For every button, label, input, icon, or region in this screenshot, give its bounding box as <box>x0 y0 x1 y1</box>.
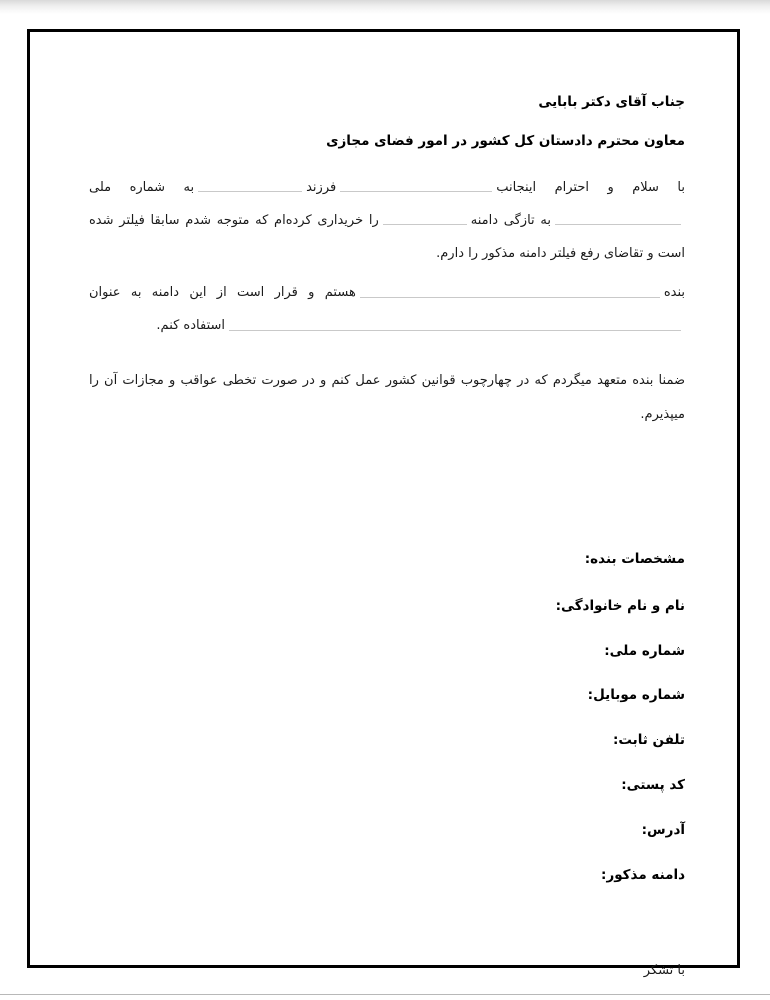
occupation-seg-self: بنده <box>663 284 685 300</box>
page-bottom-rule <box>0 994 770 995</box>
intro-seg-greeting: با سلام و احترام اینجانب <box>496 179 685 195</box>
blank-national-id[interactable] <box>555 215 681 225</box>
blank-father-name[interactable] <box>198 182 302 192</box>
intro-seg-domain-label: دامنه <box>470 212 499 228</box>
blank-full-name[interactable] <box>340 182 492 192</box>
field-label-landline-number: تلفن ثابت: <box>612 732 685 749</box>
applicant-details-list <box>89 550 685 885</box>
field-label-mobile-number: شماره موبایل: <box>587 687 685 704</box>
field-label-full-name: نام و نام خانوادگی: <box>555 597 685 614</box>
field-label-postal-code: کد پستی: <box>621 777 685 794</box>
paragraph-occupation <box>89 276 685 342</box>
page-top-shadow <box>0 0 770 14</box>
field-label-national-id: شماره ملی: <box>604 642 685 659</box>
addressee-name: جناب آقای دکتر بابایی <box>538 94 685 110</box>
intro-seg-child-of: فرزند <box>306 179 337 195</box>
addressee-title: معاون محترم دادستان کل کشور در امور فضای مجازی <box>326 133 685 150</box>
blank-occupation[interactable] <box>360 287 660 297</box>
salutation-block <box>89 92 685 152</box>
field-label-applicant-details: مشخصات بنده: <box>584 550 685 567</box>
field-label-address: آدرس: <box>641 822 685 839</box>
intro-seg-purchase-statement: را خریداری کرده‌ام که متوجه شدم سابقا فیلتر شده است و تقاضای رفع فیلتر <box>89 212 685 261</box>
intro-seg-recently: به تازگی <box>503 212 551 228</box>
paragraph-intro <box>89 171 685 270</box>
field-label-domain: دامنه مذکور: <box>601 867 685 884</box>
blank-domain-name[interactable] <box>383 215 467 225</box>
intro-seg-national-id: به شماره ملی <box>89 179 195 195</box>
document-content <box>89 62 685 978</box>
blank-intended-use[interactable] <box>229 320 681 330</box>
intro-seg-request-closing: دامنه مذکور را دارم. <box>436 245 547 261</box>
paragraph-commitment: ضمنا بنده متعهد میگردم که در چهارچوب قوانین کشور عمل کنم و در صورت تخطی عواقب و مجازات آن را میپذیرم. <box>89 373 685 422</box>
occupation-seg-use-closing: استفاده کنم. <box>156 318 225 334</box>
occupation-seg-usage: هستم و قرار است از این دامنه به عنوان <box>89 284 356 300</box>
document-page-frame <box>27 29 740 978</box>
closing-salutation: با تشکر <box>643 962 685 978</box>
